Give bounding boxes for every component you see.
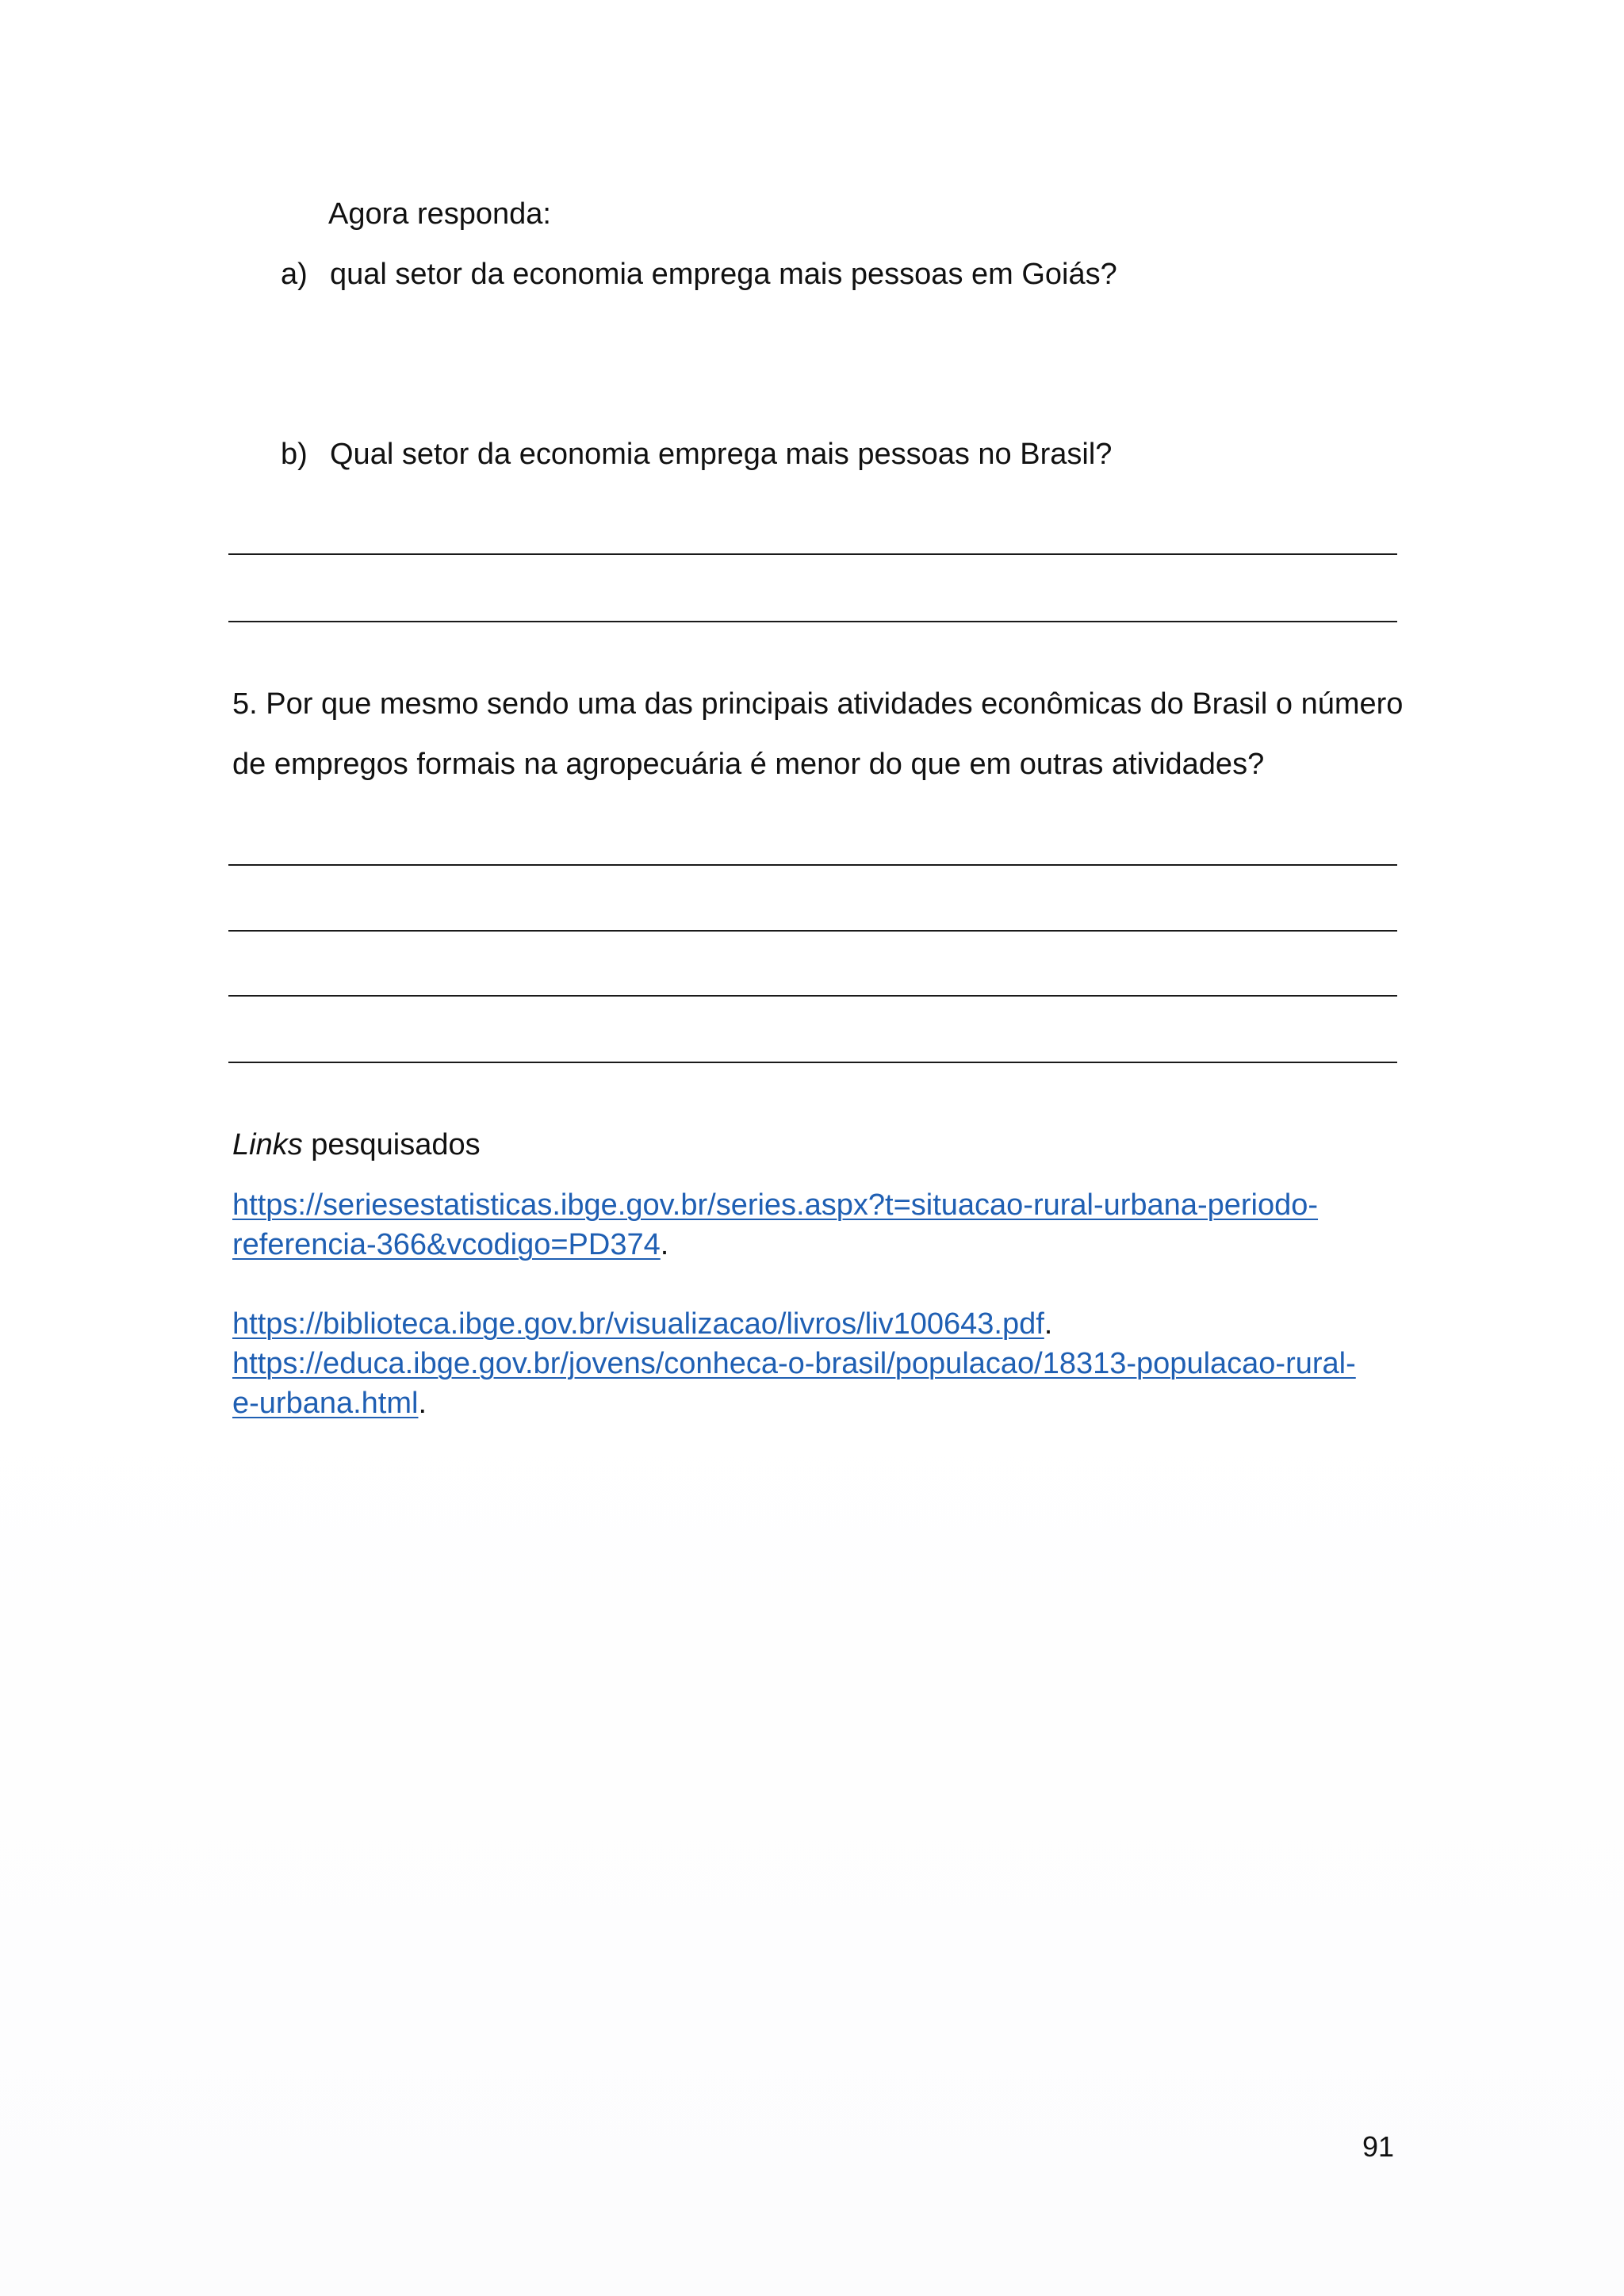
link-block-2: [232, 1304, 1356, 1423]
answer-line: [228, 621, 1397, 622]
link-suffix: .: [1044, 1307, 1053, 1341]
link-ibge-educa-line-2[interactable]: e-urbana.html: [232, 1387, 419, 1420]
link-ibge-educa-line-1[interactable]: https://educa.ibge.gov.br/jovens/conheca-o-brasil/populacao/18313-populacao-rural-: [232, 1347, 1356, 1380]
question-b-label: b): [281, 438, 308, 471]
answer-line: [228, 864, 1397, 866]
answer-line: [228, 995, 1397, 997]
question-b-text: Qual setor da economia emprega mais pessoas no Brasil?: [330, 438, 1113, 471]
link-block-1: [232, 1185, 1318, 1265]
answer-line: [228, 553, 1397, 555]
link-ibge-series-line-1[interactable]: https://seriesestatisticas.ibge.gov.br/series.aspx?t=situacao-rural-urbana-periodo-: [232, 1188, 1319, 1222]
answer-line: [228, 1062, 1397, 1063]
question-5-line-1: 5. Por que mesmo sendo uma das principais atividades econômicas do Brasil o número: [232, 687, 1404, 721]
link-suffix: .: [418, 1387, 427, 1420]
answer-line: [228, 930, 1397, 932]
intro-text: Agora responda:: [328, 197, 551, 231]
links-heading-rest: pesquisados: [302, 1128, 481, 1161]
links-heading-italic: Links: [232, 1128, 303, 1161]
question-a-label: a): [281, 258, 308, 291]
link-ibge-series-line-2[interactable]: referencia-366&vcodigo=PD374: [232, 1228, 661, 1261]
link-suffix: .: [660, 1228, 669, 1261]
question-5-line-2: de empregos formais na agropecuária é menor do que em outras atividades?: [232, 748, 1265, 781]
link-ibge-biblioteca[interactable]: https://biblioteca.ibge.gov.br/visualizacao/livros/liv100643.pdf: [232, 1307, 1044, 1341]
links-heading: [232, 1126, 481, 1164]
page-number: 91: [1362, 2130, 1395, 2163]
question-a-text: qual setor da economia emprega mais pessoas em Goiás?: [330, 258, 1117, 291]
